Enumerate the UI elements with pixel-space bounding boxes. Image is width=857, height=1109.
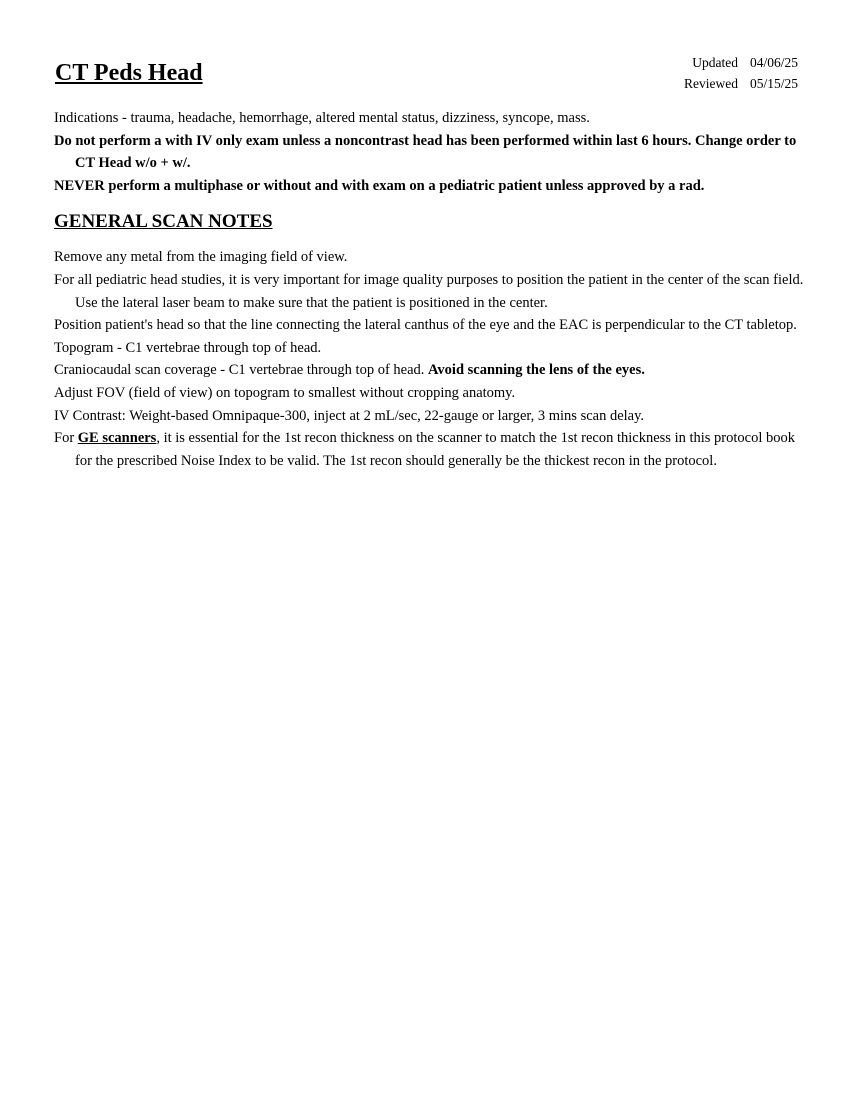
revision-info — [684, 52, 798, 94]
ge-rest: , it is essential for the 1st recon thickness on the scanner to match the 1st recon thickness in this protocol book for the prescribed Noise Index to be valid. The 1st recon should generally be the thickest recon in the protocol. — [75, 430, 795, 469]
multiphase-warning-text: NEVER perform a multiphase or without and with exam on a pediatric patient unless approved by a rad. — [54, 177, 705, 194]
updated-date: 04/06/25 — [749, 55, 798, 70]
note-contrast: IV Contrast: Weight-based Omnipaque-300, inject at 2 mL/sec, 22-gauge or larger, 3 mins scan delay. — [54, 407, 645, 424]
ge-prefix: For — [54, 430, 78, 447]
coverage-text: Craniocaudal scan coverage - C1 vertebrae through top of head. — [54, 362, 425, 379]
note-fov: Adjust FOV (field of view) on topogram to smallest without cropping anatomy. — [54, 384, 516, 401]
reviewed-date: 05/15/25 — [749, 76, 798, 91]
updated-row — [684, 52, 798, 73]
ge-scanners-link[interactable]: GE scanners — [77, 430, 157, 447]
updated-label: Updated — [692, 55, 738, 70]
note-ge-scanners — [54, 427, 804, 472]
reviewed-row — [684, 73, 798, 94]
note-head-position: Position patient's head so that the line connecting the lateral canthus of the eye and the EAC is perpendicular to the CT tabletop. — [54, 317, 797, 334]
note-coverage — [54, 359, 804, 382]
note-positioning: For all pediatric head studies, it is very important for image quality purposes to position the patient in the center of the scan field. Use the lateral laser beam to make sure that the patient is positioned in the center. — [54, 271, 804, 311]
section-heading: GENERAL SCAN NOTES — [54, 211, 273, 233]
coverage-warning: Avoid scanning the lens of the eyes. — [428, 362, 645, 379]
reviewed-label: Reviewed — [684, 76, 738, 91]
indications-text: Indications - trauma, headache, hemorrhage, altered mental status, dizziness, syncope, mass. — [54, 110, 590, 126]
document-body — [54, 107, 804, 472]
iv-warning-text: Do not perform a with IV only exam unless a noncontrast head has been performed within last 6 hours. Change order to CT Head w/o + w/. — [54, 132, 797, 172]
note-metal: Remove any metal from the imaging field of view. — [54, 249, 348, 266]
page-title: CT Peds Head — [55, 60, 203, 86]
note-topogram: Topogram - C1 vertebrae through top of head. — [54, 339, 322, 356]
